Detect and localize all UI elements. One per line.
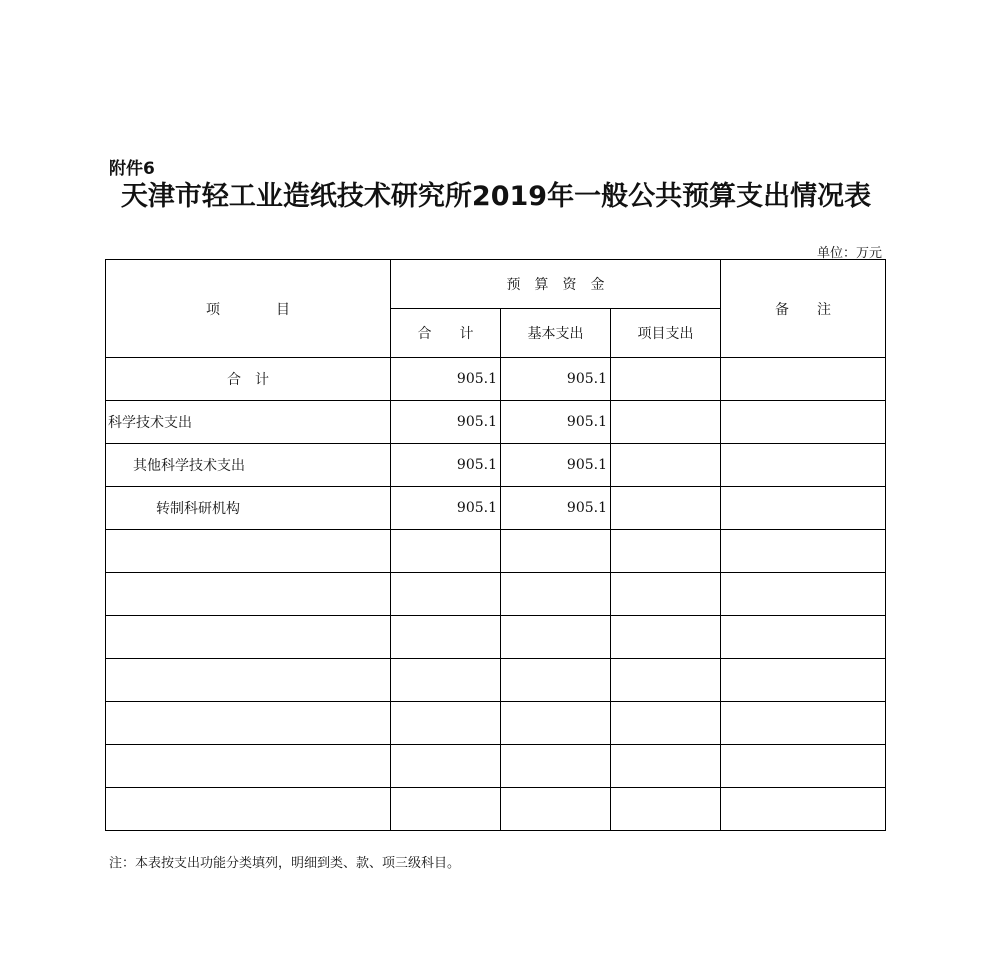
row-remarks: [721, 401, 886, 444]
page-title: 天津市轻工业造纸技术研究所2019年一般公共预算支出情况表: [120, 181, 872, 212]
row-basic: 905.1: [501, 401, 611, 444]
empty-row: [106, 788, 886, 831]
footnote: 注：本表按支出功能分类填列，明细到类、款、项三级科目。: [109, 856, 461, 871]
row-basic: 905.1: [501, 444, 611, 487]
header-remarks: 备 注: [721, 260, 886, 358]
row-project: [611, 401, 721, 444]
table-row: [106, 401, 886, 444]
row-basic: 905.1: [501, 487, 611, 530]
header-item: 项 目: [106, 260, 391, 358]
row-project: [611, 487, 721, 530]
row-total: 905.1: [391, 487, 501, 530]
row-label: 转制科研机构: [106, 487, 391, 530]
total-row-remarks: [721, 358, 886, 401]
row-total: 905.1: [391, 444, 501, 487]
attachment-label: 附件6: [109, 159, 155, 179]
total-row-label: 合 计: [106, 358, 391, 401]
total-row-project: [611, 358, 721, 401]
total-row: [106, 358, 886, 401]
row-label: 科学技术支出: [106, 401, 391, 444]
empty-row: [106, 745, 886, 788]
table-row: [106, 487, 886, 530]
empty-row: [106, 659, 886, 702]
row-project: [611, 444, 721, 487]
empty-row: [106, 573, 886, 616]
header-row-top: [106, 260, 886, 309]
total-row-total: 905.1: [391, 358, 501, 401]
budget-table: [105, 259, 886, 831]
header-project: 项目支出: [611, 309, 721, 358]
empty-row: [106, 702, 886, 745]
table-row: [106, 444, 886, 487]
row-total: 905.1: [391, 401, 501, 444]
row-remarks: [721, 444, 886, 487]
header-total: 合 计: [391, 309, 501, 358]
empty-row: [106, 530, 886, 573]
header-budget-funds: 预 算 资 金: [391, 260, 721, 309]
total-row-basic: 905.1: [501, 358, 611, 401]
row-remarks: [721, 487, 886, 530]
empty-row: [106, 616, 886, 659]
unit-label: 单位：万元: [816, 246, 882, 261]
header-basic: 基本支出: [501, 309, 611, 358]
row-label: 其他科学技术支出: [106, 444, 391, 487]
